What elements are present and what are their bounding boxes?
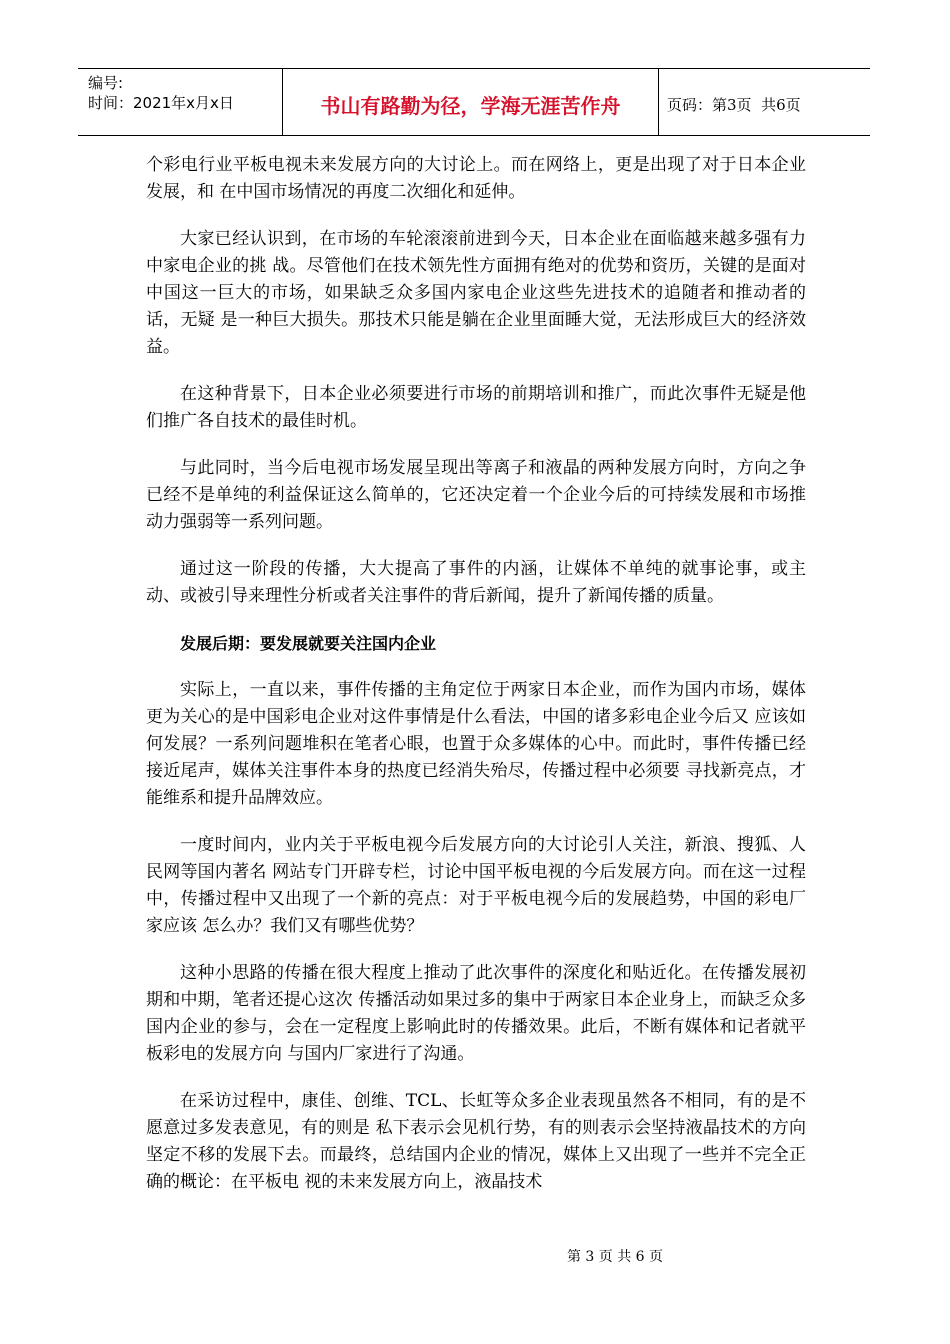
- body-paragraph: 这种小思路的传播在很大程度上推动了此次事件的深度化和贴近化。在传播发展初期和中期，笔者还提心这次 传播活动如果过多的集中于两家日本企业身上，而缺乏众多国内企业的参与，会在一定程度上影响此时的传播效果。此后，不断有媒体和记者就平板彩电的发展方向 与国内厂家进行了沟通。: [146, 963, 806, 1064]
- header-info-cell: [78, 69, 283, 135]
- body-paragraph: 实际上，一直以来，事件传播的主角定位于两家日本企业，而作为国内市场，媒体更为关心的是中国彩电企业对这件事情是什么看法，中国的诸多彩电企业今后又 应该如何发展？一系列问题堆积在笔者心眼，也置于众多媒体的心中。而此时，事件传播已经接近尾声，媒体关注事件本身的热度已经消失殆尽，传播过程中必须要 寻找新亮点，才能维系和提升品牌效应。: [146, 680, 806, 808]
- header-motto: 书山有路勤为径，学海无涯苦作舟: [283, 69, 659, 135]
- page-footer: 第 3 页 共 6 页: [566, 1249, 664, 1265]
- header-page-code: 页码：第3页 共6页: [667, 95, 801, 114]
- body-paragraph: 在采访过程中，康佳、创维、TCL、长虹等众多企业表现虽然各不相同，有的是不愿意过多发表意见，有的则是 私下表示会见机行势，有的则表示会坚持液晶技术的方向坚定不移的发展下去。而最终，总结国内企业的情况，媒体上又出现了一些并不完全正确的概论：在平板电 视的未来发展方向上，液晶技术: [146, 1091, 806, 1192]
- document-body: [146, 152, 806, 1216]
- document-header: [78, 68, 870, 136]
- body-paragraph: 大家已经认识到，在市场的车轮滚滚前进到今天，日本企业在面临越来越多强有力中家电企业的挑 战。尽管他们在技术领先性方面拥有绝对的优势和资历，关键的是面对中国这一巨大的市场，如果缺乏众多国内家电企业这些先进技术的追随者和推动者的话，无疑 是一种巨大损失。那技术只能是躺在企业里面睡大觉，无法形成巨大的经济效益。: [146, 229, 806, 357]
- body-paragraph: 在这种背景下，日本企业必须要进行市场的前期培训和推广，而此次事件无疑是他们推广各自技术的最佳时机。: [146, 384, 806, 431]
- body-paragraph: 通过这一阶段的传播，大大提高了事件的内涵，让媒体不单纯的就事论事，或主动、或被引导来理性分析或者关注事件的背后新闻，提升了新闻传播的质量。: [146, 559, 806, 606]
- body-paragraph: 一度时间内，业内关于平板电视今后发展方向的大讨论引人关注，新浪、搜狐、人民网等国内著名 网站专门开辟专栏，讨论中国平板电视的今后发展方向。而在这一过程中，传播过程中又出现了一个新的亮点：对于平板电视今后的发展趋势，中国的彩电厂家应该 怎么办？我们又有哪些优势？: [146, 835, 806, 936]
- body-paragraph: 与此同时，当今后电视市场发展呈现出等离子和液晶的两种发展方向时，方向之争已经不是单纯的利益保证这么简单的，它还决定着一个企业今后的可持续发展和市场推动力强弱等一系列问题。: [146, 458, 806, 532]
- section-heading: 发展后期：要发展就要关注国内企业: [180, 634, 437, 653]
- body-paragraph: 个彩电行业平板电视未来发展方向的大讨论上。而在网络上，更是出现了对于日本企业发展，和 在中国市场情况的再度二次细化和延伸。: [146, 155, 806, 202]
- date-line: 时间：2021年x月x日: [88, 94, 234, 112]
- serial-number-label: 编号:: [88, 74, 124, 92]
